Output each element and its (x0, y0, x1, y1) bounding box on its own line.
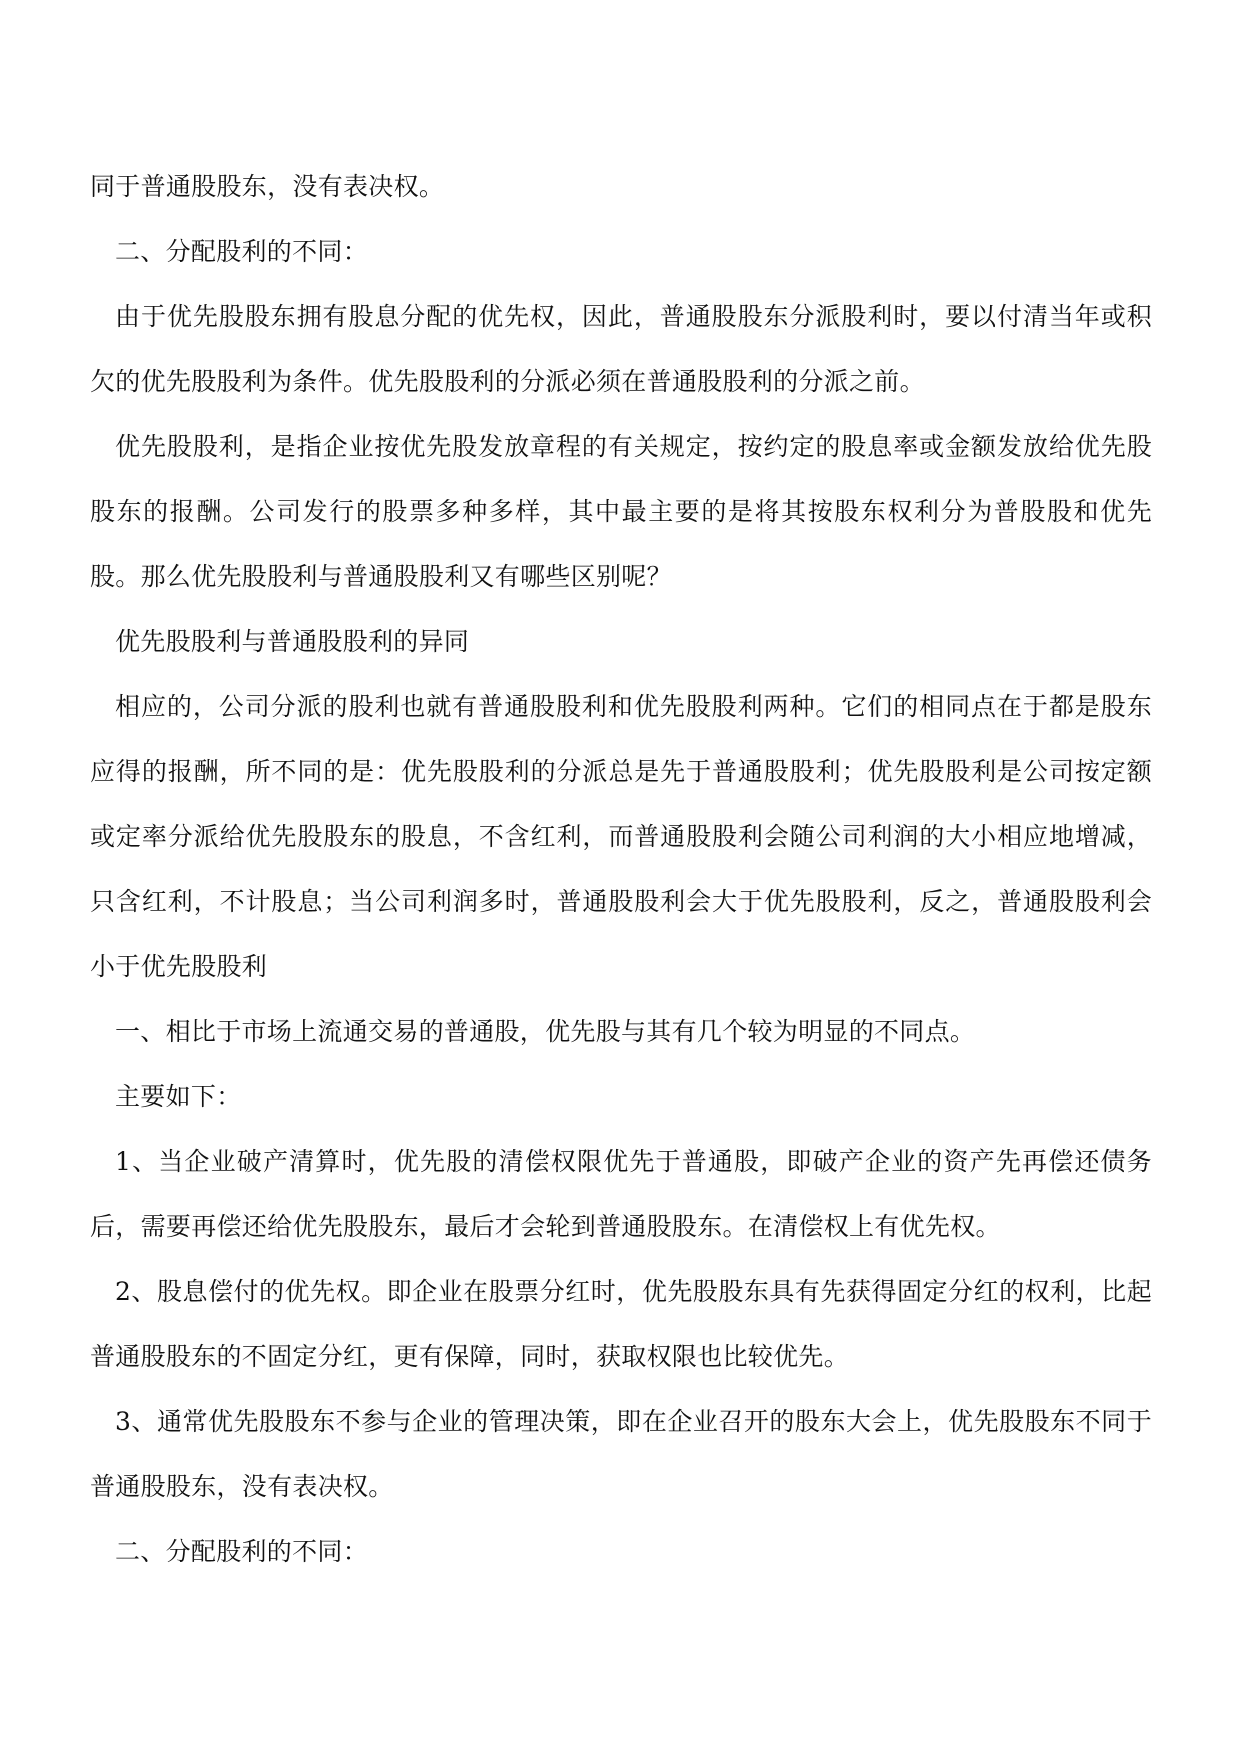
paragraph-differences-intro: 一、相比于市场上流通交易的普通股，优先股与其有几个较为明显的不同点。 (115, 1017, 976, 1046)
paragraph-preferred-dividend-definition: 优先股股利，是指企业按优先股发放章程的有关规定，按约定的股息率或金额发放给优先股股东的报酬。公司发行的股票多种多样，其中最主要的是将其按股东权利分为普股股和优先股。那么优先股股利与普通股股利又有哪些区别呢？ (90, 432, 1152, 591)
paragraph-heading-dividend-difference-repeat: 二、分配股利的不同： (115, 1537, 369, 1566)
paragraph-point-3: 3、通常优先股股东不参与企业的管理决策，即在企业召开的股东大会上，优先股股东不同于普通股股东，没有表决权。 (90, 1407, 1152, 1501)
document-body (90, 154, 1152, 1584)
paragraph-point-2: 2、股息偿付的优先权。即企业在股票分红时，优先股股东具有先获得固定分红的权利，比起普通股股东的不固定分红，更有保障，同时，获取权限也比较优先。 (90, 1277, 1152, 1371)
paragraph-similarities-detail: 相应的，公司分派的股利也就有普通股股利和优先股股利两种。它们的相同点在于都是股东应得的报酬，所不同的是：优先股股利的分派总是先于普通股股利；优先股股利是公司按定额或定率分派给优先股股东的股息，不含红利，而普通股股利会随公司利润的大小相应地增减，只含红利，不计股息；当公司利润多时，普通股股利会大于优先股股利，反之，普通股股利会小于优先股股利 (90, 692, 1152, 981)
paragraph-heading-dividend-difference: 二、分配股利的不同： (115, 237, 369, 266)
paragraph-dividend-priority: 由于优先股股东拥有股息分配的优先权，因此，普通股股东分派股利时，要以付清当年或积欠的优先股股利为条件。优先股股利的分派必须在普通股股利的分派之前。 (90, 302, 1152, 396)
paragraph-heading-similarities: 优先股股利与普通股股利的异同 (115, 627, 470, 656)
paragraph-continuation: 同于普通股股东，没有表决权。 (90, 172, 445, 201)
paragraph-point-1: 1、当企业破产清算时，优先股的清偿权限优先于普通股，即破产企业的资产先再偿还债务后，需要再偿还给优先股股东，最后才会轮到普通股股东。在清偿权上有优先权。 (90, 1147, 1152, 1241)
paragraph-main-points: 主要如下： (115, 1082, 242, 1111)
